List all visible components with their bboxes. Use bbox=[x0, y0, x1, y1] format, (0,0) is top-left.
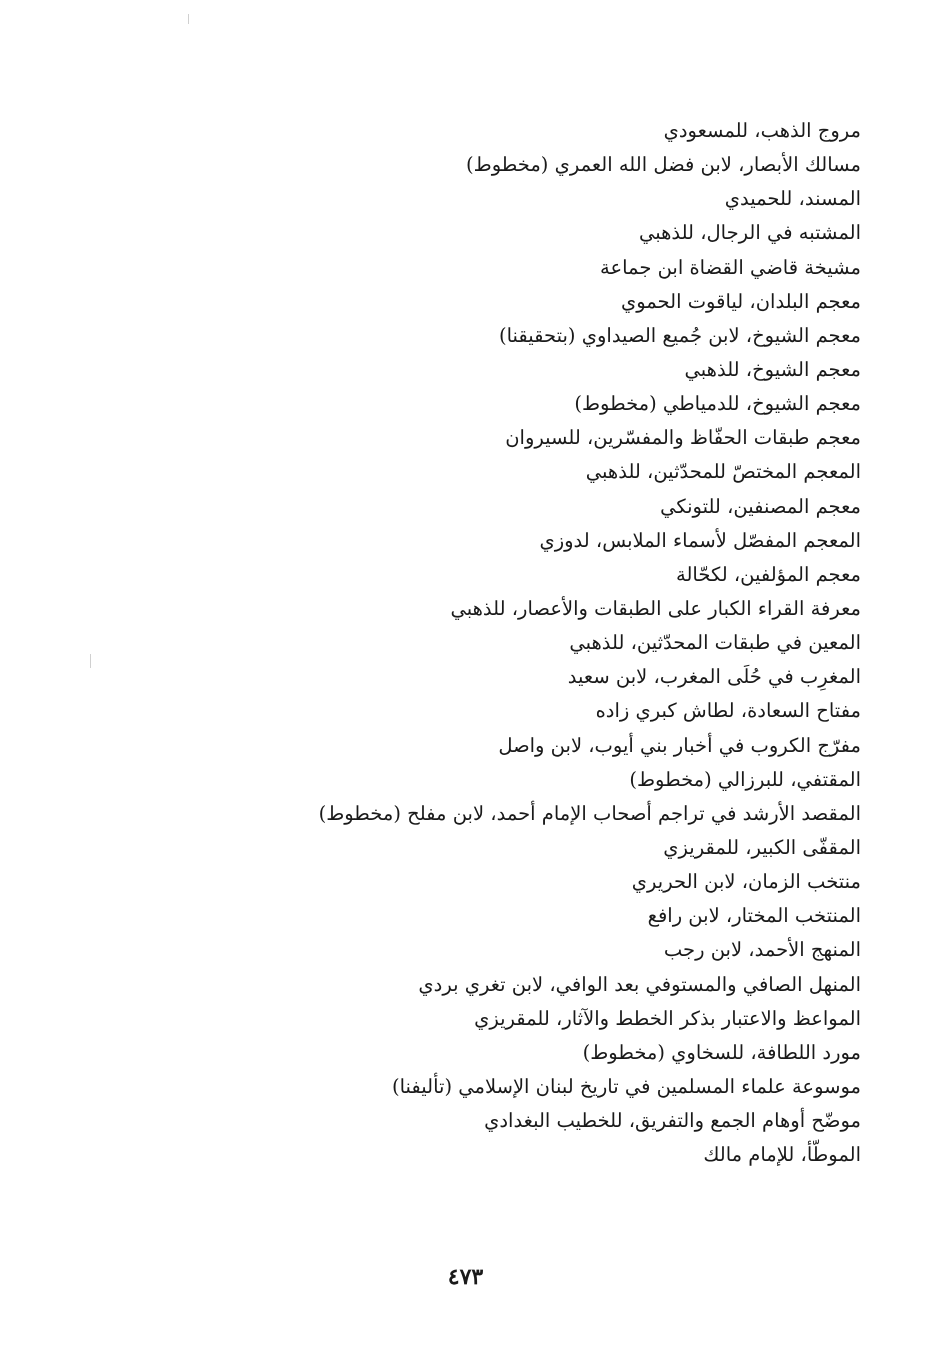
scan-mark bbox=[188, 14, 189, 24]
bibliography-entry: مشيخة قاضي القضاة ابن جماعة bbox=[600, 255, 861, 279]
bibliography-entry: معجم البلدان، لياقوت الحموي bbox=[620, 289, 861, 313]
bibliography-entry: مفتاح السعادة، لطاش كبري زاده bbox=[595, 699, 861, 723]
bibliography-entry: معجم الشيوخ، للذهبي bbox=[684, 357, 861, 381]
bibliography-entry: معجم المصنفين، للتونكي bbox=[660, 494, 861, 518]
bibliography-entry: المسند، للحميدي bbox=[724, 187, 861, 211]
bibliography-entry: المعين في طبقات المحدّثين، للذهبي bbox=[569, 631, 861, 655]
bibliography-entry: المنهل الصافي والمستوفي بعد الوافي، لابن تغري بردي bbox=[418, 972, 861, 996]
bibliography-entry: المغرِب في حُلَى المغرب، لابن سعيد bbox=[567, 665, 861, 689]
bibliography-entry: معجم المؤلفين، لكحّالة bbox=[676, 562, 861, 586]
bibliography-entry: مفرّج الكروب في أخبار بني أيوب، لابن واصل bbox=[498, 733, 861, 757]
bibliography-entry: المقتفي، للبرزالي (مخطوط) bbox=[629, 767, 861, 791]
bibliography-entry: المعجم المفصّل لأسماء الملابس، لدوزي bbox=[539, 528, 861, 552]
bibliography-entry: مروج الذهب، للمسعودي bbox=[663, 119, 861, 142]
bibliography-entry: المنهج الأحمد، لابن رجب bbox=[663, 938, 861, 962]
bibliography-entry: معجم الشيوخ، لابن جُميع الصيداوي (بتحقيقنا) bbox=[498, 323, 861, 347]
bibliography-entry: المواعظ والاعتبار بذكر الخطط والآثار، للمقريزي bbox=[474, 1006, 861, 1030]
bibliography-entry: معرفة القراء الكبار على الطبقات والأعصار، للذهبي bbox=[450, 596, 861, 620]
bibliography-entry: المعجم المختصّ للمحدّثين، للذهبي bbox=[585, 460, 861, 484]
bibliography-entry: موسوعة علماء المسلمين في تاريخ لبنان الإسلامي (تأليفنا) bbox=[391, 1074, 861, 1098]
bibliography-entry: معجم طبقات الحفّاظ والمفسّرين، للسيروان bbox=[505, 426, 861, 450]
bibliography-entry: المقفّى الكبير، للمقريزي bbox=[663, 835, 861, 859]
scan-mark bbox=[90, 654, 91, 668]
bibliography-entry: الموطّأ، للإمام مالك bbox=[703, 1143, 861, 1167]
bibliography-entry: المقصد الأرشد في تراجم أصحاب الإمام أحمد، لابن مفلح (مخطوط) bbox=[318, 801, 861, 825]
bibliography-list bbox=[221, 114, 861, 1172]
bibliography-entry: المنتخب المختار، لابن رافع bbox=[647, 904, 861, 928]
bibliography-entry: منتخب الزمان، لابن الحريري bbox=[631, 870, 861, 894]
bibliography-entry: مسالك الأبصار، لابن فضل الله العمري (مخطوط) bbox=[466, 153, 861, 177]
bibliography-entry: موضّح أوهام الجمع والتفريق، للخطيب البغدادي bbox=[484, 1109, 861, 1133]
bibliography-entry: مورد اللطافة، للسخاوي (مخطوط) bbox=[582, 1040, 861, 1064]
bibliography-entry: المشتبه في الرجال، للذهبي bbox=[638, 221, 861, 245]
bibliography-entry: معجم الشيوخ، للدمياطي (مخطوط) bbox=[574, 392, 861, 416]
page-number: ٤٧٣ bbox=[447, 1264, 484, 1290]
